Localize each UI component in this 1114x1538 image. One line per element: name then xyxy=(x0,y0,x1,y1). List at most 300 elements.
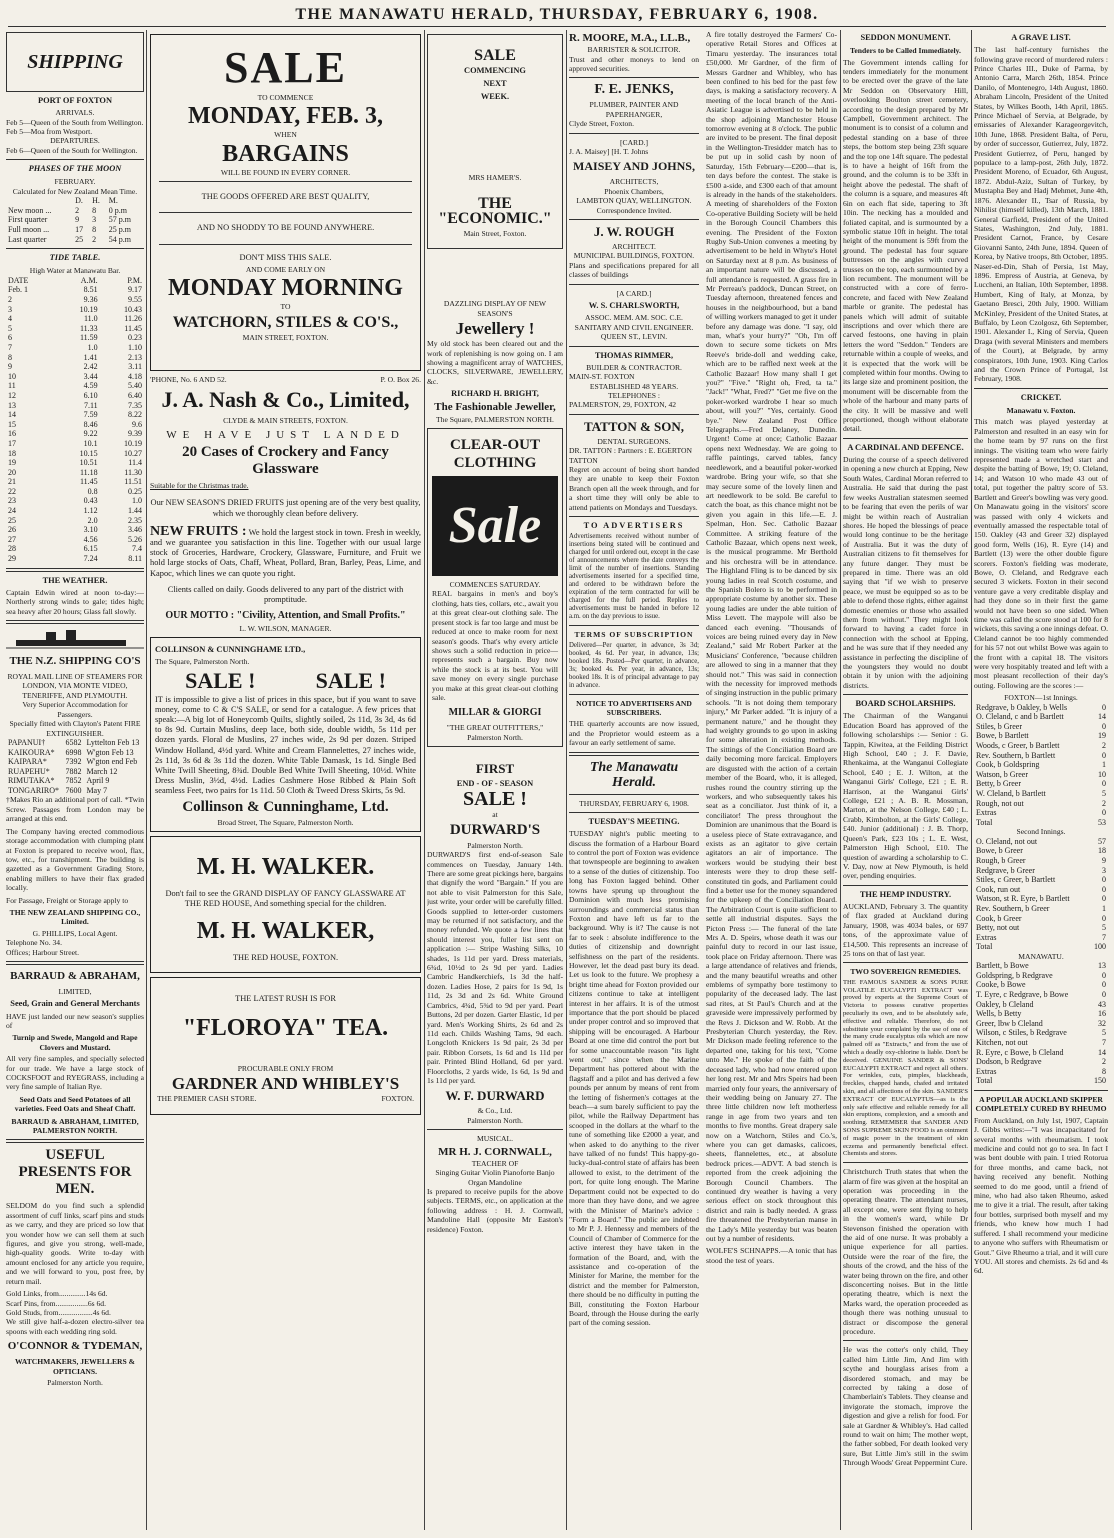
collinson-addr: The Square, Palmerston North. xyxy=(155,657,250,667)
found-text: WILL BE FOUND IN EVERY CORNER. xyxy=(220,167,351,177)
table-row xyxy=(974,731,1108,741)
table-row xyxy=(974,846,1108,856)
eos-text: END - OF - SEASON xyxy=(456,779,534,789)
cricket-sub: Manawatu v. Foxton. xyxy=(1006,406,1076,416)
second-innings-heading: Second Innings. xyxy=(1016,827,1066,837)
nash-clients: Clients called on daily. Goods delivered to any part of the district with promptitude. xyxy=(167,584,404,605)
table-row: RUAPEHU* 7882 March 12 xyxy=(8,766,118,776)
weather-text: Captain Edwin wired at noon to-day:— Northerly strong winds to gale; tides high; sea heavy after 20 hours; Glass fall slowly. xyxy=(6,587,144,616)
oconnor-sub: WATCHMAKERS, JEWELLERS & OPTICIANS. xyxy=(15,1357,135,1376)
herald-date: THURSDAY, FEBRUARY 6, 1908. xyxy=(579,798,689,808)
cardinal-heading: A CARDINAL AND DEFENCE. xyxy=(847,442,964,452)
nash-addr: CLYDE & MAIN STREETS, FOXTON. xyxy=(223,416,348,426)
bargains-heading: BARGAINS xyxy=(222,140,349,167)
table-row: KAIKOURA* 6998 W'gton Feb 13 xyxy=(8,747,134,757)
table-cell: Stiles, b Greer xyxy=(976,721,1022,731)
terms-heading: TERMS OF SUBSCRIPTION xyxy=(574,630,694,640)
table-cell: 0 xyxy=(1102,884,1106,894)
tide-heading: TIDE TABLE. xyxy=(49,253,101,263)
hamer-week: WEEK. xyxy=(480,92,510,102)
wf-addr: Palmerston North. xyxy=(467,1115,523,1125)
at-text: at xyxy=(492,810,498,820)
grave-heading: A GRAVE LIST. xyxy=(1011,33,1071,42)
table-cell: 4.59 xyxy=(83,381,98,391)
charlsworth-addr: QUEEN ST., LEVIN. xyxy=(600,332,668,342)
watchorn-name: WATCHORN, STILES & CO'S., xyxy=(172,313,399,331)
moon-month: FEBRUARY. xyxy=(54,177,96,187)
floroya-heading: "FLOROYA" TEA. xyxy=(182,1014,389,1041)
table-cell: Dodson, b Redgrave xyxy=(976,1057,1042,1067)
table-cell: Woods, c Greer, b Bartlett xyxy=(976,741,1060,750)
table-cell: 10.15 xyxy=(79,448,98,458)
table-cell: 5 xyxy=(1102,1028,1106,1038)
manawatu-innings xyxy=(974,961,1108,1086)
table-cell: 0 xyxy=(1102,808,1106,818)
column-news xyxy=(843,30,968,1530)
wf-co: & Co., Ltd. xyxy=(477,1106,513,1116)
barraud-items2: Seed Oats and Seed Potatoes of all varieties. Feed Oats and Sheaf Chaff. xyxy=(14,1094,136,1114)
table-row xyxy=(6,554,144,564)
table-row xyxy=(6,372,144,382)
table-row: Last quarter 25 2 54 p.m xyxy=(8,234,132,244)
nash-manager: L. W. WILSON, MANAGER. xyxy=(239,623,332,633)
table-cell: 1.12 xyxy=(83,506,98,516)
when-text: WHEN xyxy=(274,130,297,140)
table-cell: 11.51 xyxy=(124,477,142,487)
card2-label: [A CARD.] xyxy=(616,288,652,298)
table-cell: 9.39 xyxy=(128,429,142,439)
to-text: TO xyxy=(280,302,291,312)
rimmer-est: ESTABLISHED 48 YEARS. xyxy=(589,381,679,391)
table-row xyxy=(974,1000,1108,1010)
table-row xyxy=(6,285,144,295)
tide-table: DATE A.M. P.M. Feb. 1 8.51 9.17 2 9.36 9.55 3 10.19 10.43 4 11.0 11.26 5 11.33 11.45 6 11.59 0.23 7 1.0 1.10 8 1.41 2.13 9 2.42 3.11 10 3.44 4.18 11 4.59 5.40 12 6.10 6.40 13 7.11 7.35 14 7.59 8.22 15 8.46 9.6 16 9.22 9.39 17 10.1 10.19 18 10.15 10.27 19 10.51 11.4 20 11.18 11.30 21 11.45 11.51 22 0.8 0.25 23 0.43 1.0 24 1.12 1.44 25 2.0 2.35 26 3.10 3.46 27 4.56 5.26 28 6.15 7.4 29 7.24 8.11 xyxy=(8,275,142,564)
corr-text: Correspondence Invited. xyxy=(596,205,672,215)
table-cell: 3.46 xyxy=(128,525,142,535)
economic-heading: THE "ECONOMIC." xyxy=(438,195,552,228)
table-cell: 9 xyxy=(8,362,12,372)
manawatu-heading: MANAWATU. xyxy=(1018,951,1064,961)
table-cell: 22 xyxy=(8,486,16,496)
nz-note: †Makes Rio an additional port of call. *Twin Screw. Passages from London may be arranged at this end. xyxy=(6,795,144,824)
bright-addr: The Square, PALMERSTON NORTH. xyxy=(436,414,554,424)
hamer-sale-ad xyxy=(427,34,563,249)
table-row xyxy=(974,789,1108,799)
table-row xyxy=(6,496,144,506)
table-cell: Feb. 1 xyxy=(8,285,28,295)
commence-text: TO COMMENCE xyxy=(257,93,314,102)
column-4b xyxy=(706,30,837,1268)
collinson-ad xyxy=(150,637,421,832)
table-cell: Wells, b Betty xyxy=(976,1009,1022,1019)
table-row xyxy=(6,487,144,497)
walker-heading-2: M. H. WALKER, xyxy=(196,918,375,945)
ship-illustration xyxy=(6,628,144,650)
table-cell: 3 xyxy=(8,304,12,314)
table-row xyxy=(6,429,144,439)
table-row xyxy=(974,1028,1108,1038)
meeting-body: TUESDAY night's public meeting to discuss the formation of a Harbour Board to control the port of Foxton was evidence that townspeople are beginning to awaken to a sense of the duties of citizenship. Too long has Foxton lagged behind. Other towns have sprung up throughout the Dominion with much less promising surroundings and commercial status than Foxton and have left us far to the background. Why is it? The cause is not far to seek : absolute indifference to the duties of citizenship and downright selfishness on the part of the residents. However, let the dead past bury its dead. Let us look to the future. We prophesy a bright time ahead for Foxton provided our citizens continue to take at intelligent interest in her affairs. It is of the utmost importance that the port should be placed under proper control and so improved that shipping will be encouraged. A Harbour Board at one time did control the port but for some unaccountable reason "its light went out," since when the Marine Department has pottered about with the flagstaff and a pilot and has derived a few pounds per annum by means of rent from the letting of fishermen's cottages at the beach—a sum barely sufficient to pay the pilot, while the Railway Department has scooped in the dollars at the wharf to the tune of something like £2000 a year, and when asked to do anything to the river have talked of no funds! This happy-go-lucky-dual-control state of affairs has been allowed to exist, to the detriment of the port, for quite long enough. The Marine Department could not be expected to do more than they have done, and we agree with the Minister of Marine's advice : "Form a Board." The public are indebted to Mr P. J. Hennessy and members of the Council of Chamber of Commerce for the active interest they have taken in the formation of the Board, and, with the assistance and co-operation of the Minister for Marine, the member for the district and the member for Palmerston, there should be no difficulty in putting the Bill, constituting the Foxton Harbour Board, through the House during the early part of the coming session. xyxy=(569,829,699,1328)
table-row: Full moon ... 17 8 25 p.m xyxy=(8,225,132,235)
table-cell: 0.23 xyxy=(128,333,142,343)
table-cell: 1.41 xyxy=(83,352,98,362)
collinson-sale-label: SALE ! xyxy=(185,667,256,693)
table-cell: 5 xyxy=(1102,923,1106,933)
table-cell: 4.18 xyxy=(128,371,142,381)
table-cell: 1.10 xyxy=(128,342,142,352)
table-cell: 4 xyxy=(8,314,12,324)
table-cell: 0 xyxy=(1102,721,1106,731)
economic-addr: Main Street, Foxton. xyxy=(463,229,527,239)
barraud-body2: All very fine samples, and specially selected for our trade. We have a large stock of COCKSFOOT and RYEGRASS, including a very fine sample of Italian Rye. xyxy=(6,1054,144,1092)
nash-landed: WE HAVE JUST LANDED xyxy=(166,428,405,441)
table-cell: 11.4 xyxy=(128,458,142,468)
hamer-name: MRS HAMER'S. xyxy=(468,172,522,182)
table-cell: 9.22 xyxy=(83,429,98,439)
table-row xyxy=(6,516,144,526)
come-text: AND COME EARLY ON xyxy=(245,264,326,274)
skipper-heading: A POPULAR AUCKLAND SKIPPER COMPLETELY CURED BY RHEUMO xyxy=(975,1095,1107,1114)
cornwall-heading: MR H. J. CORNWALL, xyxy=(438,1145,552,1158)
masthead: THE MANAWATU HERALD, THURSDAY, FEBRUARY 6, 1908. xyxy=(8,6,1106,27)
table-cell: 5 xyxy=(1102,788,1106,798)
commences-text: COMMENCES SATURDAY. xyxy=(449,580,541,590)
walker-addr: THE RED HOUSE, FOXTON. xyxy=(232,953,339,963)
table-row xyxy=(974,980,1108,990)
nz-agent: G. PHILLIPS, Local Agent. xyxy=(32,928,118,938)
table-cell: 0 xyxy=(1102,875,1106,885)
table-cell: 2.35 xyxy=(128,515,142,525)
table-cell: T. Eyre, c Redgrave, b Bowe xyxy=(976,990,1069,1000)
outfitters-text: "THE GREAT OUTFITTERS," xyxy=(446,723,544,733)
collinson-foot: Collinson & Cunninghame, Ltd. xyxy=(182,798,389,815)
table-cell: 4.56 xyxy=(83,534,98,544)
table-cell: 25 xyxy=(8,515,16,525)
dazzling-text: DAZZLING DISPLAY OF NEW SEASON'S xyxy=(443,299,547,318)
departure-item: Feb 6—Queen of the South for Wellington. xyxy=(6,145,138,155)
notice-heading: NOTICE TO ADVERTISERS AND SUBSCRIBERS. xyxy=(576,698,692,718)
procurable-text: PROCURABLE ONLY FROM xyxy=(237,1063,334,1073)
table-row xyxy=(6,535,144,545)
table-row xyxy=(974,1076,1108,1086)
nz-shipping-sub: ROYAL MAIL LINE OF STEAMERS FOR LONDON, VIA MONTE VIDEO, TENERIFFE, AND PLYMOUTH. xyxy=(7,672,143,700)
clearout-ad xyxy=(427,428,563,747)
table-cell: 43 xyxy=(1098,999,1106,1009)
table-cell: 18 xyxy=(1098,846,1106,856)
table-cell: 6 xyxy=(8,333,12,343)
notice-body: THE quarterly accounts are now issued, and the Proprietor would esteem as a favour an early settlement of same. xyxy=(569,719,699,748)
table-row xyxy=(974,875,1108,885)
table-cell: 7.24 xyxy=(83,554,98,564)
table-cell: 1 xyxy=(1102,903,1106,913)
nz-sailings-table xyxy=(6,738,144,796)
bright-sub: The Fashionable Jeweller, xyxy=(434,401,556,414)
column-editorial xyxy=(569,30,837,1530)
table-cell: Bowe, b Bartlett xyxy=(976,731,1029,741)
table-row xyxy=(974,904,1108,914)
table-cell: 3.11 xyxy=(128,362,142,372)
pobox-text: P. O. Box 26. xyxy=(380,375,421,385)
wf-heading: W. F. DURWARD xyxy=(445,1088,545,1104)
table-cell: Extras xyxy=(976,808,997,818)
table-row xyxy=(6,362,144,372)
charlsworth-sub: ASSOC. MEM. AM. SOC. C.E. xyxy=(585,313,683,323)
table-cell: 10.19 xyxy=(124,438,142,448)
terms-body: Delivered—Per quarter, in advance, 3s 3d; booked, 4s 6d. Per year, in advance, 13s; booked 18s. Posted—Per quarter, in advance, 3s; booked 4s. Per year, in advance, 13s; booked 18s. It is of principal advantage to pay in advance. xyxy=(569,641,699,689)
barraud-items: Turnip and Swede, Mangold and Rape Clovers and Mustard. xyxy=(12,1033,138,1052)
grave-body: The last half-century furnishes the following grave record of murdered rulers : Prince Charles III., Duke of Parma, by Antonio Carra, March 26th, 1854. Prince Danilo, of Montenegro, 14th August, 1860. Abraham Lincoln, President of the United States, by Wilkes Booth, 14th April, 1865. Prince Michael of Servia, at Belgrade, by emissaries of Alexander Karageorgevitch, 10th June, 1868. President Balta, of Peru, by order of successor, Gutierrez, July, 1872. President Gutierrez, of Peru, hanged by populace to a lamp-post, 26th July, 1872. President Moreno, of Ecuador, 6th August, 1872. Abdul-Aziz, Sultan of Turkey, by Mustapha Bey and Hadj Mehmet, June 4th, 1876. Alexander II., Tsar of Russia, by Nihilist (himself killed), 13th March, 1881. General Garfield, President of the United States, Washington, 2nd July, 1881. President Carnot, France, by Cesare Giovanni Santo, 24th June, 1894. Queen of Korea, by Native troops, 8th October, 1895. Naser-ed-Din, Shah of Persia, 1st May, 1896. Empress of Austria, at Geneva, by Luccheni, an Italian, 10th September, 1898. Humbert, King of Italy, at Monza, by Gaetano Bresci, 20th July, 1900. William McKinley, President of the United States, at Buffalo, by Leon Czolgosz, 6th September, 1901. Alexander I., King of Servia, Queen Draga (with several Ministers and members of the Court), at Belgrade, by army conspirators, 10th June, 1903. King Carlos and the Crown Prince of Portugal, 1st February, 1908. xyxy=(974,45,1108,384)
table-cell: 53 xyxy=(1098,817,1106,827)
hemp-body: AUCKLAND, February 3. The quantity of flax graded at Auckland during January, 1908, was 4034 bales, or 697 tons, of the approximate value of £14,500. This represents an increase of 25 tons on that of last year. xyxy=(843,901,968,958)
table-row xyxy=(974,808,1108,818)
foxton-text: FOXTON. xyxy=(381,1094,414,1104)
column-ads-2 xyxy=(427,30,563,1530)
seddon-heading: SEDDON MONUMENT. xyxy=(860,33,951,42)
hemp-heading: THE HEMP INDUSTRY. xyxy=(859,889,952,899)
table-cell: 0 xyxy=(1102,980,1106,990)
table-row xyxy=(6,295,144,305)
table-cell: 1 xyxy=(1102,760,1106,770)
sovereign-heading: TWO SOVEREIGN REMEDIES. xyxy=(850,967,961,977)
table-cell: 8 xyxy=(8,352,12,362)
advertisers-body: Advertisements received without number of insertions being stated will be continued and charged for until ordered out, except in the case of announcements where the date conveys the limit of the number of insertions. Standing advertisements inserted for a specified time, and ordered to be withdrawn before the expiration of the term contracted for will be charged for the full period. Replies to advertisements must be handed in before 12 a.m. on the day previous to issue. xyxy=(569,533,699,621)
nash-cases: 20 Cases of Crockery and Fancy Glassware xyxy=(182,444,389,478)
rough-heading: J. W. ROUGH xyxy=(593,224,675,240)
table-cell: 10 xyxy=(8,371,16,381)
column-rule xyxy=(424,30,425,1530)
quality-text: THE GOODS OFFERED ARE BEST QUALITY, xyxy=(201,192,370,202)
table-row xyxy=(974,1067,1108,1077)
moore-sub: BARRISTER & SOLICITOR. xyxy=(587,45,681,55)
jenks-addr: Clyde Street, Foxton. xyxy=(569,119,634,129)
nz-company: THE NEW ZEALAND SHIPPING CO., Limited. xyxy=(9,907,141,927)
table-cell: 11.45 xyxy=(79,477,98,487)
table-cell: 5.26 xyxy=(128,534,142,544)
useful-item: Gold Links, from..............14s 6d. xyxy=(6,1289,108,1299)
table-row xyxy=(974,961,1108,971)
table-row xyxy=(6,410,144,420)
board-heading: BOARD SCHOLARSHIPS. xyxy=(855,699,956,709)
table-row xyxy=(974,818,1108,828)
musical-heading: MUSICAL. xyxy=(476,1134,514,1144)
nz-body: The Company having erected commodious storage accommodation with clumping plant at Foxton is prepared to receive wool, flax, tow, etc., for transhipment. The building is gazetted as a Government Grading Store, enabling millers to have their flax graded locally. xyxy=(6,826,144,893)
table-cell: 8.22 xyxy=(128,410,142,420)
barraud-limited: LIMITED, xyxy=(58,986,92,996)
useful-item: Scarf Pins, from.................6s 6d. xyxy=(6,1298,106,1308)
walker-ad xyxy=(150,836,421,973)
table-cell: 24 xyxy=(8,506,16,516)
table-cell: 11.33 xyxy=(79,323,98,333)
table-cell: 10.19 xyxy=(79,304,98,314)
oconnor-addr: Palmerston North. xyxy=(47,1377,103,1387)
table-cell: 19 xyxy=(8,458,16,468)
jewellery-heading: Jewellery ! xyxy=(455,319,535,339)
phoenix-text: Phoenix Chambers, xyxy=(604,186,664,196)
table-cell: 9.55 xyxy=(128,295,142,305)
clearout-body: REAL bargains in men's and boy's clothing, hats ties, collars, etc., await you at this great clear-out clothing sale. The present stock is far too large and must be reduced at once to make room for next season's goods. That's why every article shows such a solid reduction in price—represents such a bargain. Buy now while the stock is at its best. You will save money on every single purchase you make at this great clear-out clothing sale. xyxy=(432,589,558,702)
table-cell: 57 xyxy=(1098,836,1106,846)
instruments-text: Singing Guitar Violin Pianoforte Banjo Organ Mandoline xyxy=(435,1168,555,1187)
poem-text: He was the cotter's only child, They called him Little Jim, And Jim with scythe and hourglass arises from a disordered stomach, and may be corrected by taking a dose of Chamberlain's Tablets. They cleanse and invigorate the stomach, improve the digestion and give a relish for food. For sale at Gardner & Whibley's. Had called round to wait on him; The mother wept, the father sobbed, For death looked very sure, But Little Jim's still in the swim Through Woods' Great Peppermint Cure. xyxy=(843,1345,968,1468)
table-cell: 0 xyxy=(1102,750,1106,760)
bright-heading: RICHARD H. BRIGHT, xyxy=(451,389,539,399)
table-row xyxy=(6,468,144,478)
table-cell: Oakley, b Cleland xyxy=(976,999,1034,1009)
gardner-heading: GARDNER AND WHIBLEY'S xyxy=(171,1074,400,1094)
table-cell: 7.4 xyxy=(132,544,142,554)
card-label: [CARD.] xyxy=(619,137,649,147)
jenks-sub: PLUMBER, PAINTER AND PAPERHANGER, xyxy=(589,100,679,119)
table-cell: 1.0 xyxy=(87,342,98,352)
tatton-body: Regret on account of being short handed they are unable to keep their Foxton Branch open all the week through, and for a short time they will only be able to attend patients on Mondays and Tuesdays. xyxy=(569,464,699,512)
table-cell: 7 xyxy=(1102,1038,1106,1048)
table-row xyxy=(6,333,144,343)
table-row xyxy=(6,420,144,430)
cornwall-body: Is prepared to receive pupils for the above subjects. TERMS, etc., on application at the following address : H. J. Cornwall, Mandoline Hall (opposite Mr Easton's residence) Foxton. xyxy=(427,1186,563,1234)
table-cell: 10.27 xyxy=(124,448,142,458)
maisey-heading: MAISEY AND JOHNS, xyxy=(573,159,695,174)
tatton-partners: DR. TATTON : Partners : E. EGERTON TATTON xyxy=(569,446,692,465)
table-cell: 8.11 xyxy=(128,554,142,564)
rimmer-addr: MAIN-ST. FOXTON xyxy=(569,372,635,382)
table-cell: 32 xyxy=(1098,1018,1106,1028)
barraud-foot: BARRAUD & ABRAHAM, LIMITED, PALMERSTON NORTH. xyxy=(11,1116,139,1136)
table-row xyxy=(6,353,144,363)
rough-addr: MUNICIPAL BUILDINGS, FOXTON. xyxy=(573,251,695,261)
table-cell: 11 xyxy=(8,381,16,391)
schnapps-ad: WOLFE'S SCHNAPPS.—A tonic that has stood the test of years. xyxy=(706,1246,837,1265)
nz-fitted: Specially fitted with Clayton's Patent FIRE EXTINGUISHER. xyxy=(9,719,141,738)
table-row xyxy=(974,722,1108,732)
table-cell: Betty, b Greer xyxy=(976,779,1022,789)
millar-heading: MILLAR & GIORGI xyxy=(448,707,542,719)
table-row xyxy=(6,381,144,391)
column-4a xyxy=(569,30,699,1331)
table-cell: 11.45 xyxy=(124,323,142,333)
table-cell: 13 xyxy=(1098,961,1106,971)
table-cell: 10.43 xyxy=(124,304,142,314)
table-cell: 13 xyxy=(8,400,16,410)
herald-title: The Manawatu Herald. xyxy=(589,759,679,790)
millar-addr: Palmerston North. xyxy=(467,732,523,742)
table-cell: 8.46 xyxy=(83,419,98,429)
table-row xyxy=(6,525,144,535)
hamer-sale: SALE xyxy=(474,47,516,64)
table-cell: Betty, not out xyxy=(976,923,1020,933)
seddon-sub: Tenders to be Called Immediately. xyxy=(850,46,961,56)
column-shipping xyxy=(6,30,144,1530)
table-cell: 0 xyxy=(1102,970,1106,980)
moore-heading: R. MOORE, M.A., LL.B., xyxy=(569,32,691,44)
table-row xyxy=(974,760,1108,770)
table-cell: 3.10 xyxy=(83,525,98,535)
sale-heading: SALE xyxy=(224,43,347,92)
table-row xyxy=(6,401,144,411)
table-row xyxy=(974,1057,1108,1067)
table-cell: Goldspring, b Redgrave xyxy=(976,970,1053,980)
table-cell: 0 xyxy=(1102,702,1106,712)
table-cell: Watson, st R. Eyre, b Bartlett xyxy=(976,894,1070,904)
shipping-logo: SHIPPING xyxy=(6,32,144,92)
advertisers-heading: TO ADVERTISERS xyxy=(583,521,685,531)
table-cell: 18 xyxy=(8,448,16,458)
table-row xyxy=(974,914,1108,924)
table-cell: 7.35 xyxy=(128,400,142,410)
phone-text: 'PHONE, No. 6 AND 52. xyxy=(150,375,227,385)
port-heading: PORT OF FOXTON xyxy=(38,96,112,105)
table-row xyxy=(6,314,144,324)
walker-body: Don't fail to see the GRAND DISPLAY OF FANCY GLASSWARE AT THE RED HOUSE, And something special for the children. xyxy=(165,888,406,909)
table-cell: 100 xyxy=(1094,942,1106,952)
table-row xyxy=(974,1009,1108,1019)
table-row xyxy=(6,506,144,516)
clearout-heading: CLEAR-OUT CLOTHING xyxy=(449,437,540,472)
table-row xyxy=(974,712,1108,722)
sale-heading-2: SALE ! xyxy=(463,788,527,811)
table-cell: 0 xyxy=(1102,894,1106,904)
useful-item: Gold Studs, from..................4s 6d. xyxy=(6,1307,111,1317)
table-row xyxy=(974,971,1108,981)
table-row xyxy=(974,770,1108,780)
monday-heading: MONDAY MORNING xyxy=(168,275,403,302)
architects-text: ARCHITECTS, xyxy=(609,177,659,187)
table-cell: 9.17 xyxy=(128,285,142,295)
table-cell: 11.30 xyxy=(124,467,142,477)
jenks-heading: F. E. JENKS, xyxy=(594,82,674,98)
hamer-next: NEXT xyxy=(483,79,507,89)
table-cell: Bowe, b Greer xyxy=(976,846,1023,856)
table-cell: Total xyxy=(976,942,993,952)
jewellery-body: My old stock has been cleared out and the work of replenishing is now going on. I am showing a magnificent array of WATCHES, CLOCKS, SILVERWARE, JEWELLERY, &c. xyxy=(427,339,563,386)
foxton-first-innings xyxy=(974,703,1108,828)
table-cell: 6.15 xyxy=(83,544,98,554)
table-cell: 2.0 xyxy=(87,515,98,525)
christchurch-body: Christchurch Truth states that when the alarm of fire was given at the hospital an operation was proceeding in the operating theatre. The attendant nurses, all except one, were sent flying to help in the women's ward, while Dr Stevenson finished the operation with the aid of one nurse. It was probably a unique experience for all parties. Outside were the roar of the fire, the shouts of the crowd, and the hiss of the water being thrown on the fire, and other disconcerting noises. But in the little operating theatre, which is next the Marks ward, the operation proceeded as though there was nothing unusual to distract or discompose the general procedure. xyxy=(843,1167,968,1337)
arrivals-heading: ARRIVALS. xyxy=(55,108,95,118)
table-cell: 28 xyxy=(8,544,16,554)
table-row xyxy=(6,324,144,334)
walker-heading: M. H. WALKER. xyxy=(196,853,375,880)
table-cell: 0 xyxy=(1102,779,1106,789)
board-body: The Chairman of the Wanganui Education Board has approved of the following scholarships :— Senior : G. Tappin, Kiwitea, at the Feilding District High School, £40 ; J. F. Davie, Rhenkaima, at the Wanganui Collegiate School, £40 ; E. J. Wilton, at the Wanganui Girls' College, £21 ; E. R. Harrison, at the Wanganui Girls' College, £21 ; A. B. R. Mossman, Marton, at the Nelson College, £40 ; L. Crabb, Kimbolton, at the Girls' College, £40. Junior (additional) : J. B. Thorp, Queen's Park, £23 10s ; L. E. West, Palmerston High School, £10. The question of awarding a scholarship to C. V. Day, now at New Plymouth, is held over, pending enquiries. xyxy=(843,711,968,881)
lambton-text: LAMBTON QUAY, WELLINGTON. xyxy=(576,196,692,206)
table-cell: R. Eyre, c Bowe, b Cleland xyxy=(976,1047,1064,1057)
table-cell: 16 xyxy=(8,429,16,439)
table-cell: 11.18 xyxy=(79,467,98,477)
table-cell: 26 xyxy=(8,525,16,535)
table-cell: Rev. Southern, b Bartlett xyxy=(976,750,1056,760)
table-row xyxy=(6,544,144,554)
table-cell: Rough, not out xyxy=(976,798,1024,808)
collinson-body: IT is impossible to give a list of prices in this space, but if you want to save money, come to C & C'S SALE, or send for a catalogue. A few prices that speak:—A big lot of Honeycomb Quilts, slightly soiled, 2s 11d, 3s 3d, 4s 6d to 8s 9d. Curtain Muslins, deep lace, both side, double width, 5s 11d per dozen yards. Floral de Muslins, 27 inches wide, 2s 9d per dozen. Striped Window Holland, 4½d yard. White and Cream Flannelettes, 27 inches wide, 2s 11d, 3s 6d & 3s 11d the dozen. White Table Damask, 1s 1d. Single Bed White Twill Sheeting, 8¾d. Double Bed White Twill Sheeting, 10½d. White Dress Muslin, 3½d, 4½d. Ladies Cashmere Hose Ribbed & Plain Soft seamless Feet, two pairs for 1s 11d. 50 Cloth & Tweed Dress Skirts, 5s 9d. xyxy=(155,694,416,796)
tide-sub: High Water at Manawatu Bar. xyxy=(29,266,121,276)
table-row: RIMUTAKA* 7852 April 9 xyxy=(8,776,110,786)
table-cell: 3 xyxy=(1102,865,1106,875)
table-cell: 27 xyxy=(8,534,16,544)
moon-sub: Calculated for New Zealand Mean Time. xyxy=(12,186,138,196)
table-row xyxy=(6,458,144,468)
nash-fruits: Our NEW SEASON'S DRIED FRUITS just opening are of the very best quality, which we thoroughly clean before delivery. xyxy=(150,498,421,518)
table-cell: 5 xyxy=(8,323,12,333)
table-row xyxy=(974,866,1108,876)
table-cell: 17 xyxy=(8,438,16,448)
table-row xyxy=(974,990,1108,1000)
tatton-heading: TATTON & SON, xyxy=(583,418,685,434)
skipper-body: From Auckland, on July 1st, 1907, Captain J. Gibbs writes:—"I was incapacitated for several months with rheumatism. I took medicine and could not go to sea. In fact I was bent double with pain. I tried Rotorua for three months, and came back, not having received any benefit. Nothing seemed to do me good, until a friend of mine, who had also taken Rheumo, asked me to give it a trial. The result, after taking four bottles, surprised both myself and my friends, who knew how much I had suffered. I shall recommend your medicine to anyone who suffers with Rheumatism or Gout." Give Rheumo a trial, and it will cure YOU. All stores and chemists. 2s 6d and 4s 6d. xyxy=(974,1115,1108,1276)
charlsworth-heading: W. S. CHARLSWORTH, xyxy=(588,301,680,311)
arrival-item: Feb 5—Queen of the South from Wellington. xyxy=(6,117,144,127)
table-row xyxy=(974,856,1108,866)
